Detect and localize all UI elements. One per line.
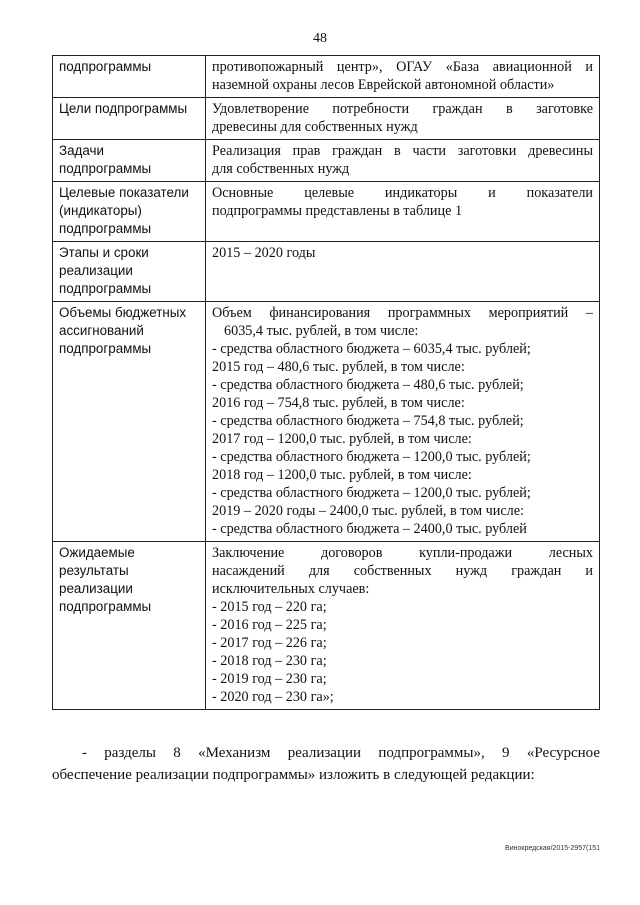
page-number: 48 <box>313 31 327 46</box>
value-line: Заключение договоров купли-продажи лесных <box>212 545 593 561</box>
value-line: 2015 – 2020 годы <box>212 245 316 261</box>
value-line: Объем финансирования программных мероприятий – <box>212 305 593 321</box>
value-line: - 2017 год – 226 га; <box>212 635 327 651</box>
row-value <box>206 140 600 182</box>
value-line: 2018 год – 1200,0 тыс. рублей, в том числе: <box>212 467 472 483</box>
amendment-paragraph-line-1: - разделы 8 «Механизм реализации подпрограммы», 9 «Ресурсное <box>82 745 600 761</box>
value-line: для собственных нужд <box>212 161 350 177</box>
value-line: древесины для собственных нужд <box>212 119 418 135</box>
value-line: исключительных случаев: <box>212 581 370 597</box>
value-line: - 2015 год – 220 га; <box>212 599 327 615</box>
value-line: насаждений для собственных нужд граждан и <box>212 563 593 579</box>
value-line: - средства областного бюджета – 2400,0 тыс. рублей <box>212 521 527 537</box>
row-label: Этапы и сроки реализации подпрограммы <box>53 242 206 302</box>
table-row <box>53 98 600 140</box>
value-line: - средства областного бюджета – 754,8 тыс. рублей; <box>212 413 524 429</box>
table-row <box>53 242 600 302</box>
table-row <box>53 302 600 542</box>
value-line: 2017 год – 1200,0 тыс. рублей, в том числе: <box>212 431 472 447</box>
row-label: Целевые показатели (индикаторы) подпрограммы <box>53 182 206 242</box>
value-line: - 2018 год – 230 га; <box>212 653 327 669</box>
passport-table-body <box>53 56 600 710</box>
amendment-paragraph <box>52 742 600 786</box>
value-line: - средства областного бюджета – 1200,0 тыс. рублей; <box>212 449 531 465</box>
row-label: Задачи подпрограммы <box>53 140 206 182</box>
value-line: 2019 – 2020 годы – 2400,0 тыс. рублей, в том числе: <box>212 503 524 519</box>
table-row <box>53 140 600 182</box>
document-registration-code: Винокредская/2015-2957(151 <box>505 845 600 852</box>
value-line: Основные целевые индикаторы и показатели <box>212 185 593 201</box>
table-row <box>53 182 600 242</box>
row-value <box>206 56 600 98</box>
value-line: подпрограммы представлены в таблице 1 <box>212 203 463 219</box>
value-line: - средства областного бюджета – 6035,4 тыс. рублей; <box>212 341 531 357</box>
row-label: подпрограммы <box>53 56 206 98</box>
value-line: противопожарный центр», ОГАУ «База авиационной и <box>212 59 593 75</box>
row-label: Объемы бюджетных ассигнований подпрограммы <box>53 302 206 542</box>
value-line: 6035,4 тыс. рублей, в том числе: <box>224 323 419 339</box>
row-value <box>206 98 600 140</box>
row-label: Ожидаемые результаты реализации подпрограммы <box>53 542 206 710</box>
value-line: - средства областного бюджета – 1200,0 тыс. рублей; <box>212 485 531 501</box>
value-line: наземной охраны лесов Еврейской автономной области» <box>212 77 555 93</box>
subprogram-passport-table <box>52 55 600 710</box>
value-line: - 2016 год – 225 га; <box>212 617 327 633</box>
value-line: Реализация прав граждан в части заготовки древесины <box>212 143 593 159</box>
table-row <box>53 542 600 710</box>
value-line: - 2019 год – 230 га; <box>212 671 327 687</box>
row-label: Цели подпрограммы <box>53 98 206 140</box>
value-line: 2015 год – 480,6 тыс. рублей, в том числе: <box>212 359 465 375</box>
value-line: 2016 год – 754,8 тыс. рублей, в том числе: <box>212 395 465 411</box>
value-line: - 2020 год – 230 га»; <box>212 689 334 705</box>
row-value <box>206 242 600 302</box>
value-line: - средства областного бюджета – 480,6 тыс. рублей; <box>212 377 524 393</box>
row-value <box>206 302 600 542</box>
row-value <box>206 542 600 710</box>
amendment-paragraph-line-2: обеспечение реализации подпрограммы» изложить в следующей редакции: <box>52 767 535 783</box>
row-value <box>206 182 600 242</box>
table-row <box>53 56 600 98</box>
value-line: Удовлетворение потребности граждан в заготовке <box>212 101 593 117</box>
